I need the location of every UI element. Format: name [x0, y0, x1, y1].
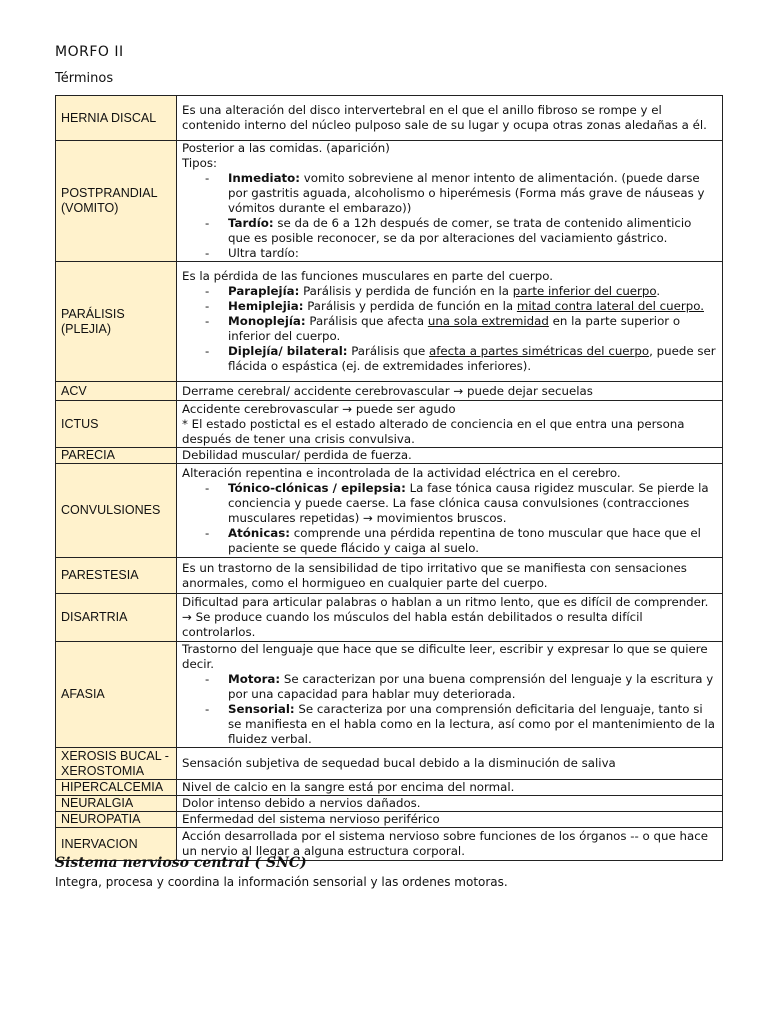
item-text: comprende una pérdida repentina de tono muscular que hace que el paciente se quede flácido y caiga al suelo.	[228, 525, 701, 555]
table-row	[56, 96, 723, 141]
definition-cell: Es un trastorno de la sensibilidad de tipo irritativo que se manifiesta con sensaciones anormales, como el hormigueo en cualquier parte del cuerpo.	[177, 558, 723, 594]
item-label: Monoplejía:	[228, 314, 306, 328]
definition-list	[182, 672, 717, 747]
item-text: se da de 6 a 12h después de comer, se trata de contenido alimenticio que es posible reconocer, se da por alteraciones del vaciamiento gástrico.	[228, 216, 692, 245]
table-row	[56, 796, 723, 812]
term-cell: PARÁLISIS (PLEJIA)	[56, 262, 177, 382]
underlined-text: parte inferior del cuerpo	[512, 284, 657, 298]
terms-heading: Términos	[55, 71, 114, 86]
list-item	[228, 702, 717, 747]
definition-cell: Es una alteración del disco intervertebral en el que el anillo fibroso se rompe y el contenido interno del núcleo pulposo sale de su lugar y ocupa otras zonas aledañas a él.	[177, 96, 723, 141]
item-label: Inmediato:	[228, 171, 300, 185]
term-cell: ACV	[56, 382, 177, 401]
section-text: Integra, procesa y coordina la información sensorial y las ordenes motoras.	[55, 875, 508, 889]
list-item	[228, 481, 717, 526]
item-text: Se caracteriza por una comprensión deficitaria del lenguaje, tanto si se manifiesta en el habla como en la lectura, así como por el mantenimiento de la fluidez verbal.	[228, 702, 715, 746]
underlined-text: mitad contra lateral del cuerpo.	[516, 299, 704, 313]
term-cell: POSTPRANDIAL (VOMITO)	[56, 141, 177, 262]
list-item	[228, 171, 717, 216]
item-text: Parálisis que afecta	[305, 314, 428, 328]
term-cell: HIPERCALCEMIA	[56, 780, 177, 796]
term-cell: XEROSIS BUCAL - XEROSTOMIA	[56, 748, 177, 780]
definition-cell: Derrame cerebral/ accidente cerebrovascular → puede dejar secuelas	[177, 382, 723, 401]
definition-cell: Nivel de calcio en la sangre está por encima del normal.	[177, 780, 723, 796]
definition-cell	[177, 642, 723, 748]
definition-text: Accidente cerebrovascular → puede ser agudo	[182, 401, 456, 416]
item-text: Parálisis y perdida de función en la	[303, 299, 517, 313]
definition-cell	[177, 401, 723, 448]
underlined-text: afecta a partes simétricas del cuerpo	[428, 344, 650, 358]
definition-list	[182, 481, 717, 556]
definition-cell: Sensación subjetiva de sequedad bucal debido a la disminución de saliva	[177, 748, 723, 780]
definition-text: Alteración repentina e incontrolada de la actividad eléctrica en el cerebro.	[182, 465, 621, 480]
item-text: .	[656, 284, 661, 298]
term-cell: CONVULSIONES	[56, 464, 177, 558]
item-label: Paraplejía:	[228, 284, 300, 298]
table-row	[56, 642, 723, 748]
table-row	[56, 382, 723, 401]
definition-cell: Dolor intenso debido a nervios dañados.	[177, 796, 723, 812]
definition-cell: Dificultad para articular palabras o hablan a un ritmo lento, que es difícil de comprender. → Se produce cuando los músculos del habla están debilitados o resulta difícil controlarlos.	[177, 594, 723, 642]
list-item	[228, 526, 717, 556]
definition-text: Es la pérdida de las funciones musculares en parte del cuerpo.	[182, 269, 553, 283]
item-text: vomito sobreviene al menor intento de alimentación. (puede darse por gastritis aguada, alcoholismo o hiperémesis (Forma más grave de náuseas y vómitos durante el embarazo))	[228, 171, 705, 215]
table-row	[56, 262, 723, 382]
definition-list	[182, 284, 717, 374]
definition-cell: Enfermedad del sistema nervioso periférico	[177, 812, 723, 828]
underlined-text: una sola extremidad	[427, 314, 549, 328]
item-label: Tardío:	[228, 216, 274, 230]
term-cell: ICTUS	[56, 401, 177, 448]
term-cell: DISARTRIA	[56, 594, 177, 642]
item-label: Hemiplejia:	[228, 299, 304, 313]
definition-text: Tipos:	[182, 156, 217, 170]
list-item	[228, 672, 717, 702]
table-row	[56, 448, 723, 464]
document-title: MORFO II	[55, 44, 124, 60]
item-text: Ultra tardío:	[228, 246, 299, 260]
definition-cell: Acción desarrollada por el sistema nervioso sobre funciones de los órganos -- o que hace un nervio al llegar a alguna estructura corporal.	[177, 828, 723, 861]
term-cell: PARECIA	[56, 448, 177, 464]
term-cell: NEURALGIA	[56, 796, 177, 812]
item-label: Sensorial:	[228, 702, 295, 716]
section-title: Sistema nervioso central ( SNC)	[55, 855, 307, 871]
definition-text: Trastorno del lenguaje que hace que se dificulte leer, escribir y expresar lo que se quiere decir.	[182, 642, 708, 671]
term-cell: HERNIA DISCAL	[56, 96, 177, 141]
term-cell: INERVACION	[56, 828, 177, 861]
item-text: Parálisis y perdida de función en la	[299, 284, 513, 298]
definition-cell: Debilidad muscular/ perdida de fuerza.	[177, 448, 723, 464]
list-item	[228, 299, 717, 314]
term-cell: NEUROPATIA	[56, 812, 177, 828]
list-item	[228, 284, 717, 299]
table-row	[56, 141, 723, 262]
item-text: Parálisis que	[347, 344, 429, 358]
table-row	[56, 594, 723, 642]
table-row	[56, 780, 723, 796]
item-text: en la parte superior o inferior del cuerpo.	[228, 314, 681, 343]
definition-cell	[177, 464, 723, 558]
term-cell: AFASIA	[56, 642, 177, 748]
list-item	[228, 344, 717, 374]
item-label: Tónico-clónicas / epilepsia:	[228, 480, 406, 495]
term-cell: PARESTESIA	[56, 558, 177, 594]
item-text: , puede ser flácida o espástica (ej. de extremidades inferiores).	[228, 344, 716, 373]
definition-cell	[177, 141, 723, 262]
item-label: Diplejía/ bilateral:	[228, 344, 348, 358]
terms-table	[55, 95, 723, 861]
table-row	[56, 748, 723, 780]
item-text: Se caracterizan por una buena comprensión del lenguaje y la escritura y por una capacidad para hablar muy deteriorada.	[228, 672, 714, 701]
item-label: Atónicas:	[228, 525, 291, 540]
list-item	[228, 314, 717, 344]
table-row	[56, 812, 723, 828]
definition-text: * El estado postictal es el estado alterado de conciencia en el que entra una persona después de tener una crisis convulsiva.	[182, 416, 685, 446]
definition-text: Posterior a las comidas. (aparición)	[182, 141, 390, 155]
table-row	[56, 464, 723, 558]
definition-list	[182, 171, 717, 261]
list-item	[228, 216, 717, 246]
definition-cell	[177, 262, 723, 382]
table-row	[56, 558, 723, 594]
table-row	[56, 401, 723, 448]
item-text: La fase tónica causa rigidez muscular. Se pierde la conciencia y puede caerse. La fase clónica causa convulsiones (contracciones musculares repetidas) → movimientos bruscos.	[228, 480, 709, 525]
item-label: Motora:	[228, 672, 281, 686]
list-item	[228, 246, 717, 261]
